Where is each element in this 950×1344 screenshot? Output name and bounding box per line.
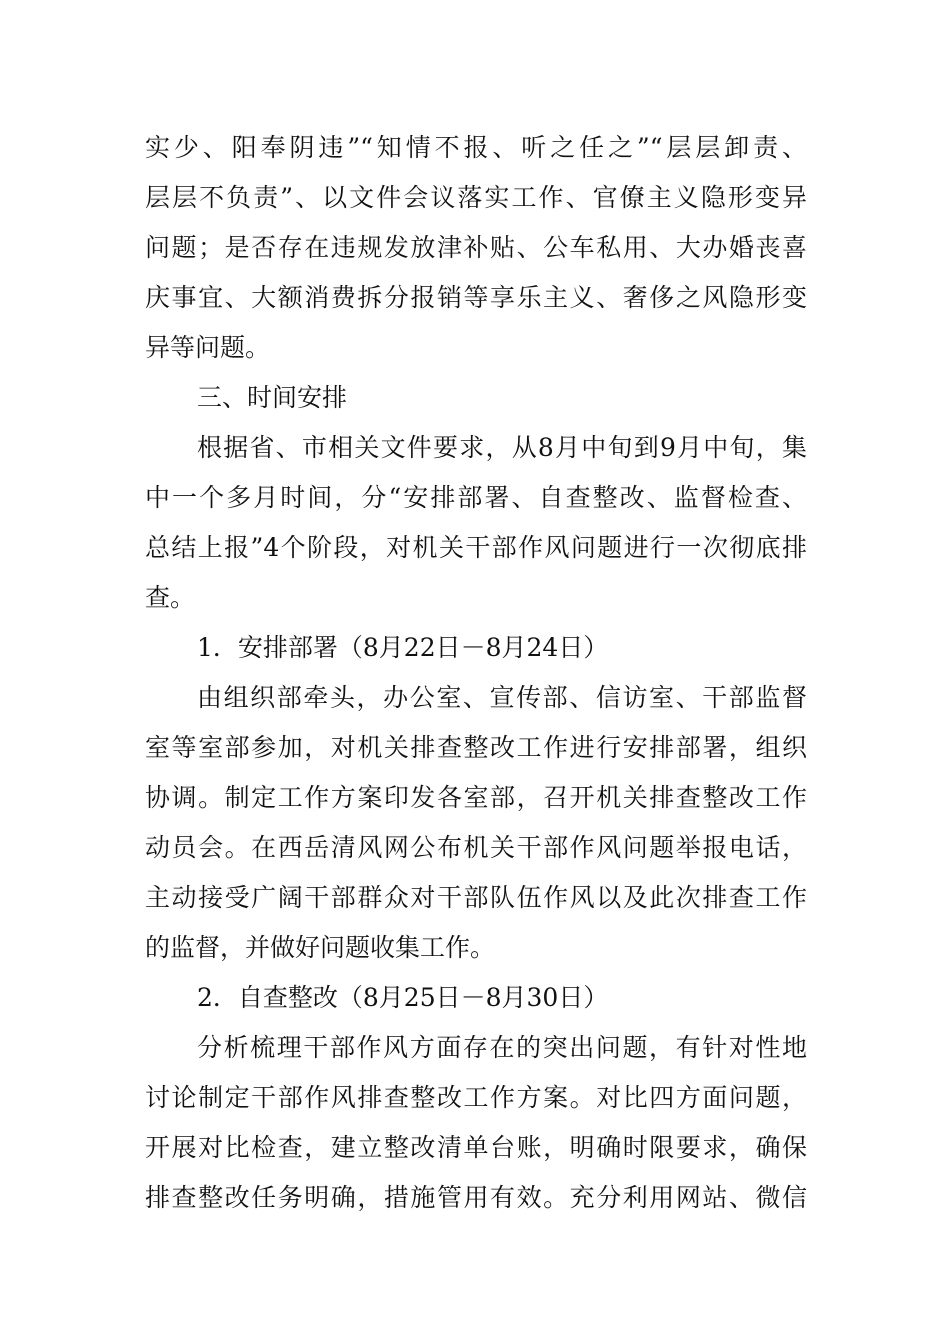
subsection-heading: 1．安排部署（8月22日－8月24日） — [197, 633, 609, 662]
body-text-line: 动员会。在西岳清风网公布机关干部作风问题举报电话， — [145, 833, 807, 862]
body-text-line: 查。 — [145, 583, 196, 612]
section-heading: 三、时间安排 — [197, 383, 348, 412]
paragraph-first-line: 由组织部牵头，办公室、宣传部、信访室、干部监督 — [197, 683, 807, 712]
body-text-line: 层层不负责”、以文件会议落实工作、官僚主义隐形变异 — [145, 183, 807, 212]
body-text-line: 主动接受广阔干部群众对干部队伍作风以及此次排查工作 — [145, 883, 807, 912]
body-text-line: 协调。制定工作方案印发各室部，召开机关排查整改工作 — [145, 783, 807, 812]
body-text-line: 的监督，并做好问题收集工作。 — [145, 933, 496, 962]
paragraph-first-line: 分析梳理干部作风方面存在的突出问题，有针对性地 — [197, 1033, 807, 1062]
body-text-line: 庆事宜、大额消费拆分报销等享乐主义、奢侈之风隐形变 — [145, 283, 807, 312]
body-text-line: 室等室部参加，对机关排查整改工作进行安排部署，组织 — [145, 733, 807, 762]
body-text-line: 排查整改任务明确，措施管用有效。充分利用网站、微信 — [145, 1183, 807, 1212]
body-text-line: 讨论制定干部作风排查整改工作方案。对比四方面问题， — [145, 1083, 807, 1112]
subsection-heading: 2．自查整改（8月25日－8月30日） — [197, 983, 609, 1012]
body-text-line: 问题；是否存在违规发放津补贴、公车私用、大办婚丧喜 — [145, 233, 807, 262]
body-text-line: 开展对比检查，建立整改清单台账，明确时限要求，确保 — [145, 1133, 807, 1162]
body-text-line: 中一个多月时间，分“安排部署、自查整改、监督检查、 — [145, 483, 807, 512]
document-body — [145, 123, 807, 1223]
body-text-line: 总结上报”4个阶段，对机关干部作风问题进行一次彻底排 — [145, 533, 807, 562]
body-text-line: 异等问题。 — [145, 333, 271, 362]
body-text-line: 实少、阳奉阴违”“知情不报、听之任之”“层层卸责、 — [145, 133, 807, 162]
paragraph-first-line: 根据省、市相关文件要求，从8月中旬到9月中旬，集 — [197, 433, 807, 462]
